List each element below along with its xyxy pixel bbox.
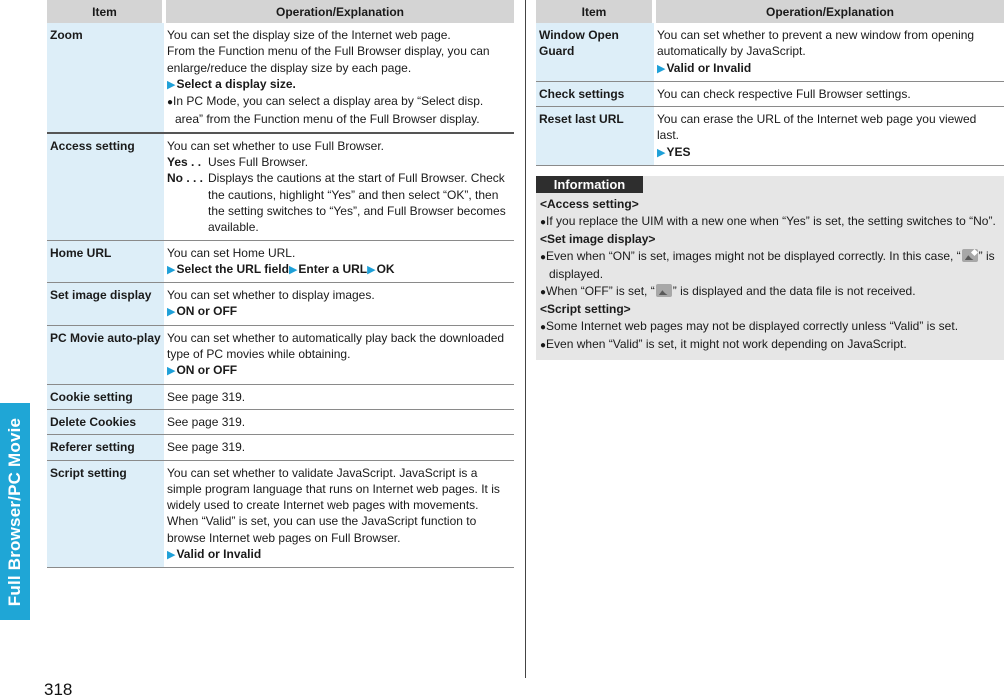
settings-table-left — [47, 0, 514, 568]
bullet-icon: ● — [540, 217, 547, 229]
access-intro: You can set whether to use Full Browser. — [167, 138, 385, 153]
bullet-icon: ● — [540, 252, 547, 264]
table-row — [536, 23, 1004, 81]
home-url-intro: You can set Home URL. — [167, 245, 296, 260]
header-item: Item — [536, 0, 654, 23]
information-title: Information — [536, 176, 643, 193]
row-item-set-image-display: Set image display — [47, 283, 164, 326]
chapter-side-tab — [0, 403, 30, 620]
arrow-icon: ▶ — [288, 263, 298, 276]
bullet-icon: ● — [167, 97, 174, 109]
row-op-access-setting — [164, 133, 514, 240]
row-item-cookie-setting: Cookie setting — [47, 384, 164, 409]
row-item-reset-last-url: Reset last URL — [536, 107, 654, 166]
home-url-steps: ▶Select the URL field▶Enter a URL▶OK — [167, 261, 395, 276]
access-option-no: No . . . Displays the cautions at the start of Full Browser. Check the cautions, highlight “Yes” and then select “OK”, then the setting switches to “Yes”, and Full Browser becomes available. — [167, 171, 506, 235]
zoom-note: ●In PC Mode, you can select a display area by “Select disp. area” from the Function menu of the Full Browser display. — [167, 94, 484, 127]
broken-image-icon — [962, 249, 978, 262]
information-body — [536, 193, 1004, 354]
bullet-icon: ● — [540, 340, 547, 352]
left-column — [47, 0, 514, 568]
page-number: 318 — [44, 680, 73, 698]
row-item-access-setting: Access setting — [47, 133, 164, 240]
bullet-icon: ● — [540, 322, 547, 334]
table-row — [47, 133, 514, 240]
table-row — [47, 325, 514, 384]
access-option-yes: Yes . . Uses Full Browser. — [167, 155, 309, 170]
row-item-pc-movie-auto-play: PC Movie auto-play — [47, 325, 164, 384]
arrow-icon: ▶ — [167, 306, 176, 319]
row-op-zoom — [164, 23, 514, 133]
table-row — [47, 460, 514, 568]
row-item-zoom: Zoom — [47, 23, 164, 133]
table-row — [47, 23, 514, 133]
arrow-icon: ▶ — [167, 263, 176, 276]
table-header — [47, 0, 514, 23]
row-op-reset-last-url: You can erase the URL of the Internet web page you viewed last. ▶YES — [654, 107, 1004, 166]
table-row — [47, 283, 514, 326]
info-note-access: ●If you replace the UIM with a new one when “Yes” is set, the setting switches to “No”. — [540, 214, 996, 229]
zoom-step: ▶Select a display size. — [167, 76, 296, 91]
table-header — [536, 0, 1004, 23]
row-item-home-url: Home URL — [47, 240, 164, 283]
zoom-line-2: From the Function menu of the Full Browser display, you can enlarge/reduce the display size by each page. — [167, 44, 490, 75]
arrow-icon: ▶ — [167, 549, 176, 562]
info-heading-access: <Access setting> — [540, 197, 639, 212]
table-row — [47, 409, 514, 434]
row-item-script-setting: Script setting — [47, 460, 164, 568]
table-row — [47, 435, 514, 460]
info-note-image-2: ●When “OFF” is set, “ ” is displayed and the data file is not received. — [540, 284, 916, 299]
right-column — [536, 0, 1004, 360]
image-placeholder-icon — [656, 284, 672, 297]
row-op-pc-movie-auto-play: You can set whether to automatically play back the downloaded type of PC movies while obtaining. ▶ON or OFF — [164, 325, 514, 384]
table-row — [47, 240, 514, 283]
row-op-delete-cookies: See page 319. — [164, 409, 514, 434]
table-row — [536, 107, 1004, 166]
row-op-check-settings: You can check respective Full Browser settings. — [654, 81, 1004, 106]
row-op-cookie-setting: See page 319. — [164, 384, 514, 409]
arrow-icon: ▶ — [167, 365, 176, 378]
column-divider — [525, 0, 526, 678]
info-heading-script: <Script setting> — [540, 302, 631, 317]
header-operation: Operation/Explanation — [164, 0, 514, 23]
table-row — [47, 384, 514, 409]
row-op-script-setting: You can set whether to validate JavaScript. JavaScript is a simple program language that runs on Internet web pages. It is widely used to create Internet web pages with movements. When “Valid” is set, you can use the JavaScript function to browse Internet web pages on Full Browser. ▶Valid or Invalid — [164, 460, 514, 568]
table-row — [536, 81, 1004, 106]
header-operation: Operation/Explanation — [654, 0, 1004, 23]
row-op-home-url — [164, 240, 514, 283]
info-note-script-2: ●Even when “Valid” is set, it might not work depending on JavaScript. — [540, 337, 907, 352]
row-op-window-open-guard: You can set whether to prevent a new window from opening automatically by JavaScript. ▶Valid or Invalid — [654, 23, 1004, 81]
information-box — [536, 176, 1004, 360]
zoom-line-1: You can set the display size of the Internet web page. — [167, 28, 451, 42]
bullet-icon: ● — [540, 287, 547, 299]
header-item: Item — [47, 0, 164, 23]
chapter-side-tab-label: Full Browser/PC Movie — [5, 417, 24, 606]
row-item-referer-setting: Referer setting — [47, 435, 164, 460]
row-item-delete-cookies: Delete Cookies — [47, 409, 164, 434]
info-note-script-1: ●Some Internet web pages may not be displayed correctly unless “Valid” is set. — [540, 319, 959, 334]
arrow-icon: ▶ — [657, 62, 666, 75]
row-op-set-image-display: You can set whether to display images. ▶ON or OFF — [164, 283, 514, 326]
arrow-icon: ▶ — [657, 146, 666, 159]
arrow-icon: ▶ — [167, 78, 176, 91]
info-heading-image: <Set image display> — [540, 232, 656, 247]
arrow-icon: ▶ — [367, 263, 376, 276]
row-item-window-open-guard: Window Open Guard — [536, 23, 654, 81]
info-note-image-1: ●Even when “ON” is set, images might not be displayed correctly. In this case, “ ” is displayed. — [540, 249, 995, 282]
settings-table-right — [536, 0, 1004, 166]
row-item-check-settings: Check settings — [536, 81, 654, 106]
row-op-referer-setting: See page 319. — [164, 435, 514, 460]
